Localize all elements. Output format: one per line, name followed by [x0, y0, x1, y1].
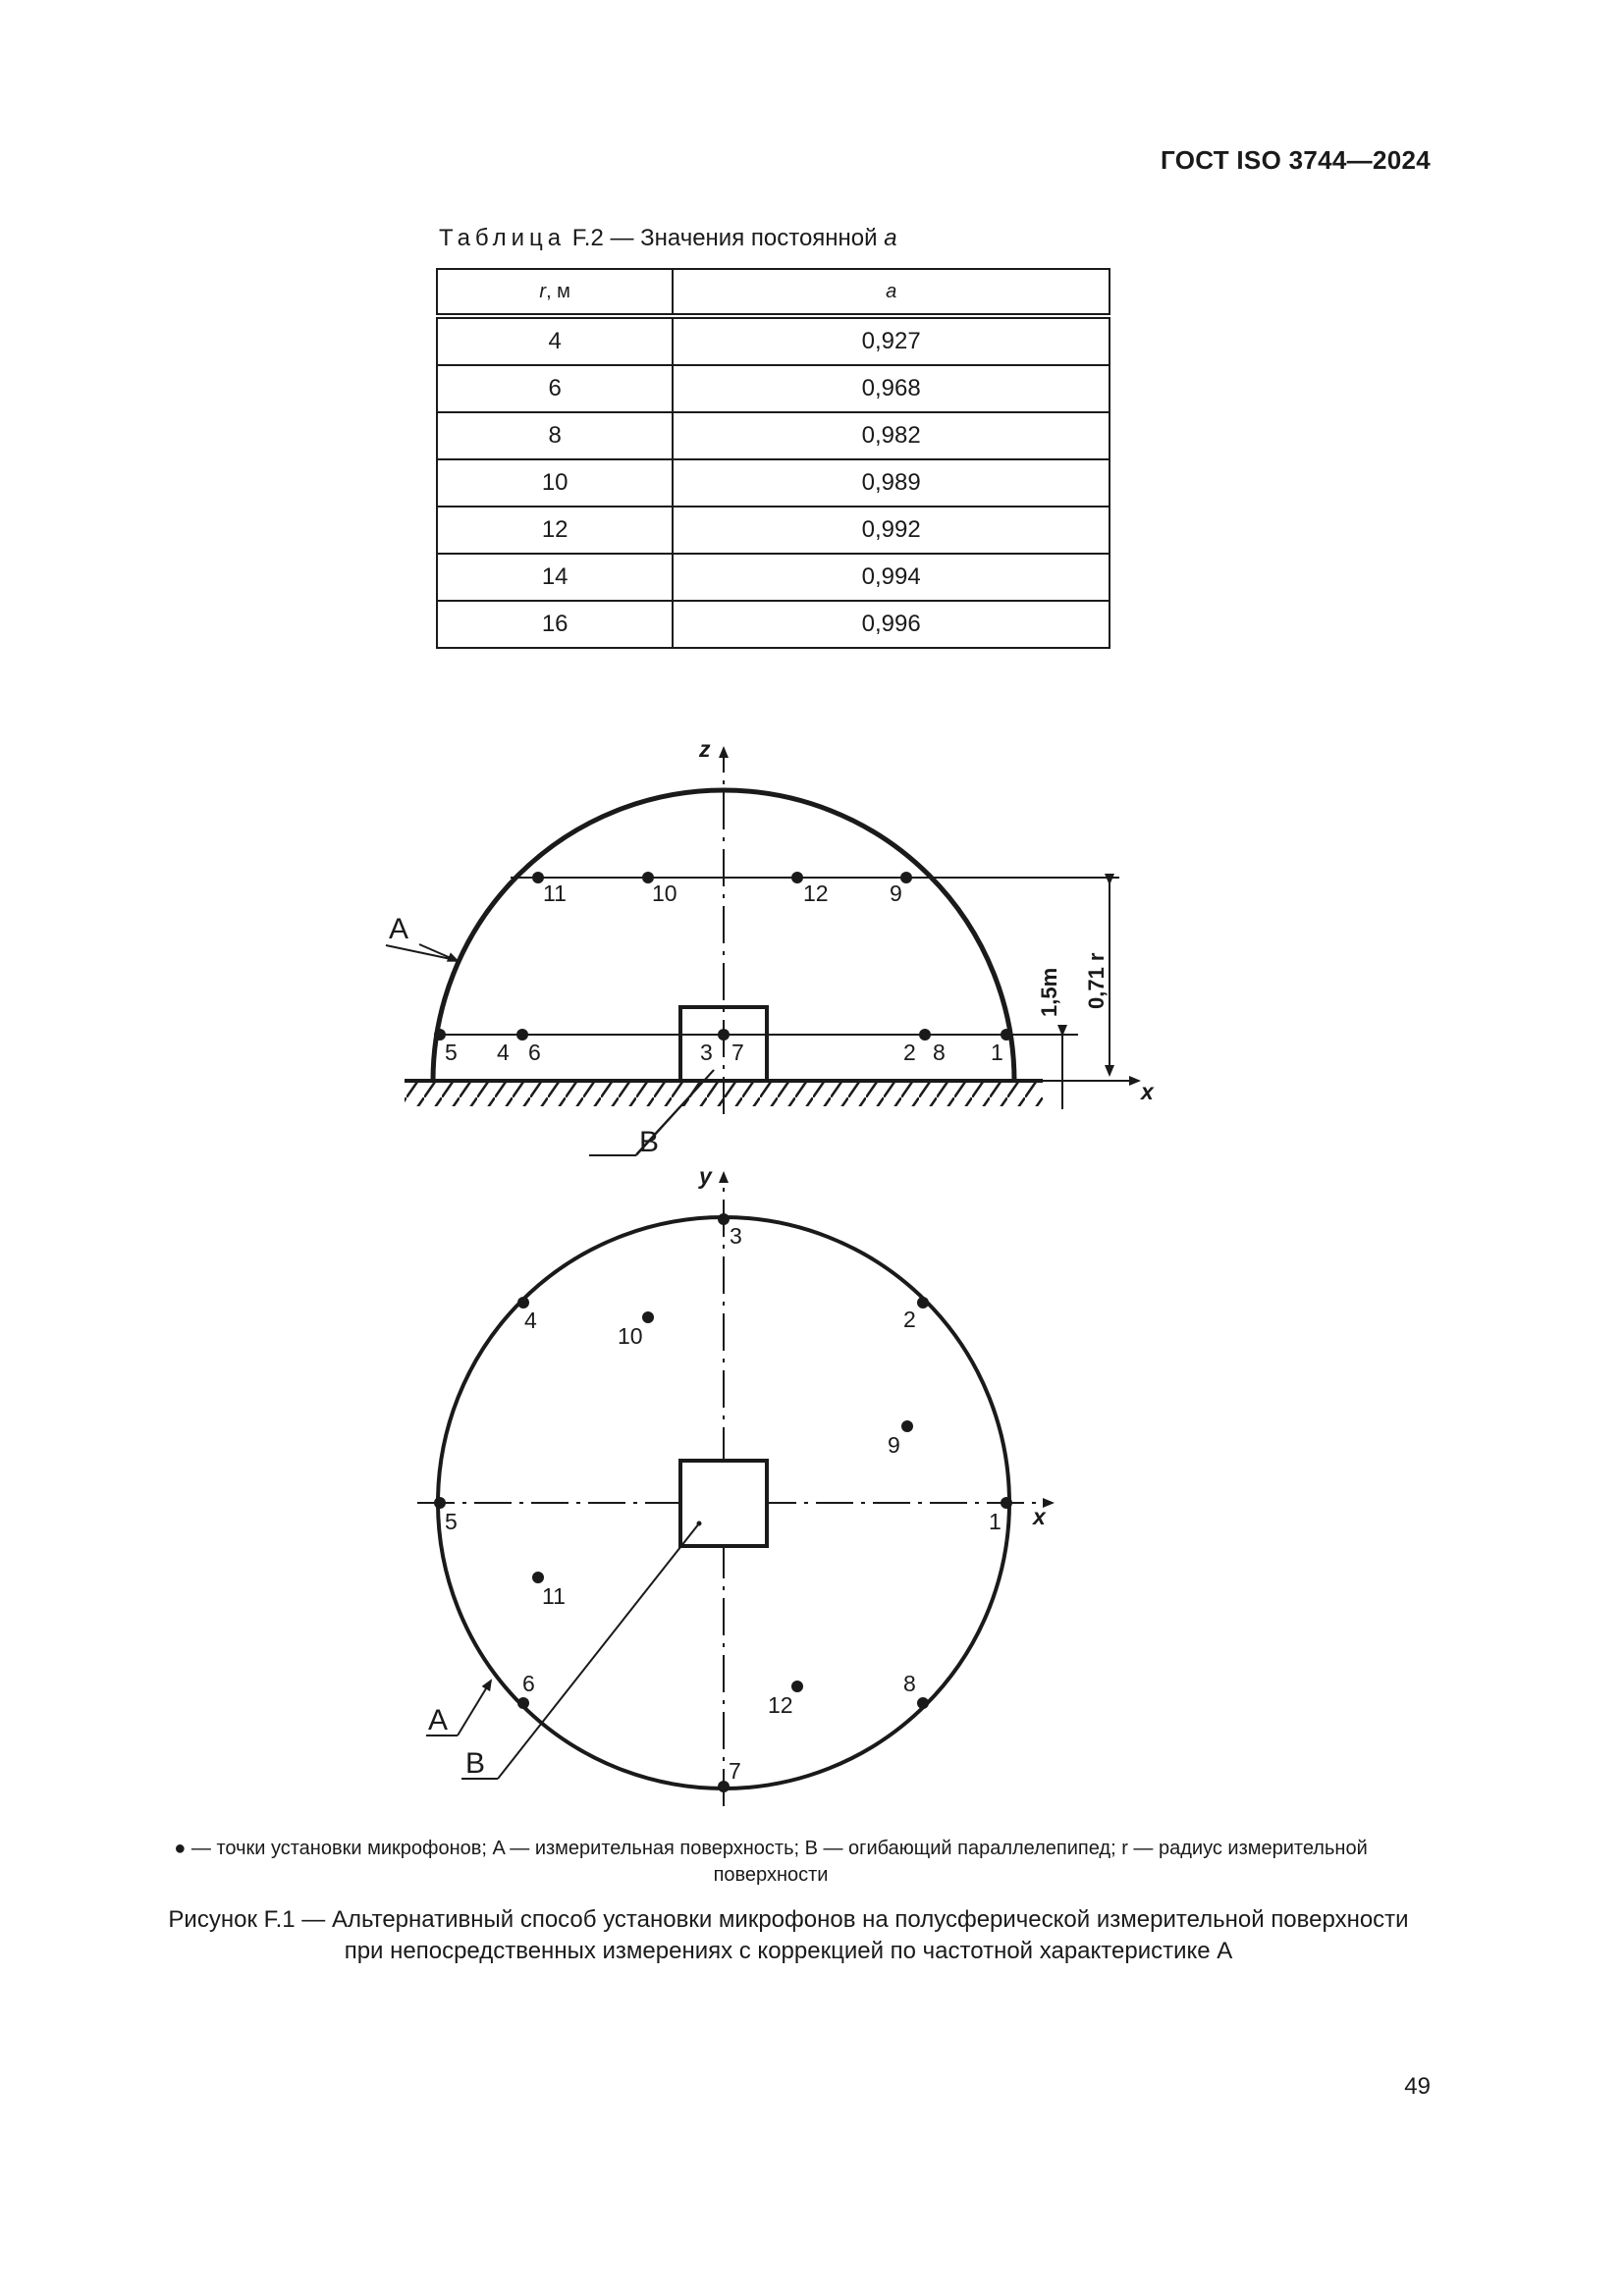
enveloping-box-top [680, 1461, 767, 1546]
figure-caption [98, 1904, 1479, 1967]
table-cell-constant: 0,968 [673, 365, 1110, 412]
mic-point-1 [1001, 1497, 1012, 1509]
side-view [386, 748, 1139, 1154]
constant-symbol: a [886, 280, 897, 302]
mic-point-12 [791, 872, 803, 883]
table-cell-radius: 4 [437, 316, 673, 365]
table-cell-radius: 6 [437, 365, 673, 412]
point-label: 3 [730, 1223, 742, 1249]
point-label: 10 [618, 1323, 643, 1349]
axis-label-y: y [699, 1163, 712, 1189]
leader-a-top-arrow [458, 1681, 491, 1735]
mic-point-2-8 [919, 1029, 931, 1041]
table-caption-text: F.2 — Значения постоянной [571, 225, 878, 251]
mic-point-2 [917, 1297, 929, 1308]
point-label: 11 [542, 1583, 566, 1609]
mic-point-12 [791, 1681, 803, 1692]
document-id: ГОСТ ISO 3744—2024 [1161, 145, 1431, 175]
table-cell-radius: 12 [437, 507, 673, 554]
mic-point-9 [900, 872, 912, 883]
point-label: 5 [445, 1040, 458, 1065]
point-label: 11 [543, 881, 567, 906]
point-label: 2 [903, 1040, 916, 1065]
table-cell-constant: 0,996 [673, 601, 1110, 648]
point-label: 12 [803, 881, 829, 906]
radius-unit: , м [546, 280, 570, 302]
label-box-b-top: B [465, 1747, 486, 1780]
point-label: 8 [933, 1040, 946, 1065]
mic-point-10 [642, 1311, 654, 1323]
radius-symbol: r [539, 280, 547, 302]
point-label: 5 [445, 1509, 458, 1534]
table-cell-radius: 16 [437, 601, 673, 648]
point-label: 4 [497, 1040, 510, 1065]
leader-a-underline [386, 945, 456, 960]
label-surface-a-top: A [428, 1704, 449, 1736]
dimension-label-high: 0,71 r [1084, 952, 1109, 1009]
table-caption-prefix: Таблица [439, 225, 567, 251]
figure-caption-line-1: Рисунок F.1 — Альтернативный способ установки микрофонов на полусферической измерительной поверхности [168, 1906, 1409, 1933]
table-cell-constant: 0,989 [673, 459, 1110, 507]
point-label: 3 [700, 1040, 713, 1065]
table-cell-radius: 8 [437, 412, 673, 459]
mic-point-3-7 [718, 1029, 730, 1041]
point-label: 6 [528, 1040, 541, 1065]
table-cell-constant: 0,992 [673, 507, 1110, 554]
label-surface-a: A [389, 913, 409, 945]
table-cell-radius: 14 [437, 554, 673, 601]
point-label: 12 [768, 1692, 793, 1718]
table-cell-radius: 10 [437, 459, 673, 507]
mic-point-9 [901, 1420, 913, 1432]
point-label: 7 [731, 1040, 744, 1065]
table-cell-constant: 0,994 [673, 554, 1110, 601]
table-cell-constant: 0,927 [673, 316, 1110, 365]
mic-point-6 [517, 1697, 529, 1709]
axis-label-z: z [699, 736, 711, 762]
label-box-b: B [639, 1126, 660, 1158]
mic-point-4-6 [516, 1029, 528, 1041]
legend-line-2: поверхности [713, 1864, 829, 1886]
box-center-dot [697, 1522, 702, 1526]
point-label: 6 [522, 1671, 535, 1696]
figure-legend [98, 1836, 1443, 1889]
table-caption-symbol: a [884, 225, 897, 251]
point-label: 2 [903, 1307, 916, 1332]
legend-line-1: ● — точки установки микрофонов; A — измерительная поверхность; B — огибающий параллелепипед; r — радиус измерительной [174, 1838, 1368, 1859]
axis-label-x-top: x [1033, 1504, 1046, 1529]
point-label: 7 [729, 1758, 741, 1784]
dimension-label-low: 1,5m [1037, 967, 1061, 1017]
mic-point-11 [532, 1572, 544, 1583]
axis-label-x: x [1141, 1079, 1154, 1104]
mic-point-8 [917, 1697, 929, 1709]
table-cell-constant: 0,982 [673, 412, 1110, 459]
top-view [417, 1173, 1053, 1806]
figure-caption-line-2: при непосредственных измерениях с коррекцией по частотной характеристике А [344, 1938, 1233, 1964]
mic-point-3 [718, 1213, 730, 1225]
leader-b-top [498, 1523, 699, 1779]
point-label: 10 [652, 881, 677, 906]
point-label: 8 [903, 1671, 916, 1696]
page-number: 49 [1404, 2073, 1431, 2100]
point-label: 9 [888, 1432, 900, 1458]
point-label: 4 [524, 1308, 537, 1333]
point-label: 1 [991, 1040, 1003, 1065]
mic-point-5 [434, 1497, 446, 1509]
point-label: 9 [890, 881, 902, 906]
point-label: 1 [989, 1509, 1001, 1534]
